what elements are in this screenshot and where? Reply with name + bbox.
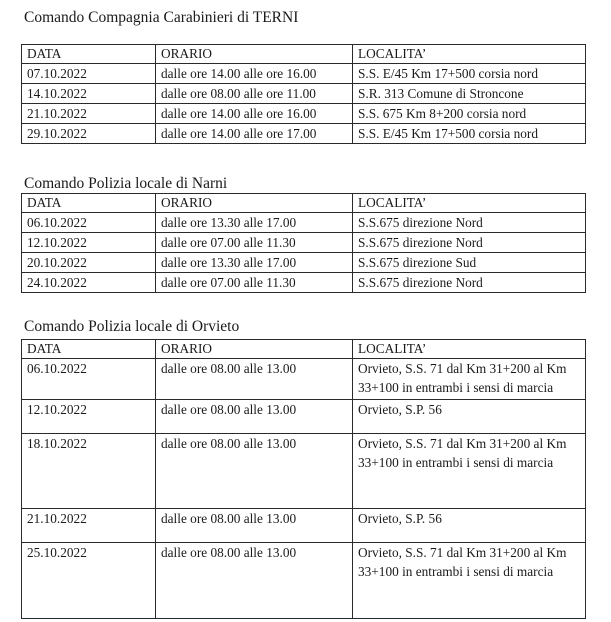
cell-orario: dalle ore 13.30 alle 17.00 bbox=[156, 253, 353, 273]
header-data: DATA bbox=[22, 45, 156, 64]
cell-orario: dalle ore 08.00 alle 13.00 bbox=[156, 400, 353, 434]
cell-data: 21.10.2022 bbox=[22, 509, 156, 543]
cell-localita: S.S.675 direzione Nord bbox=[353, 233, 586, 253]
cell-localita: Orvieto, S.S. 71 dal Km 31+200 al Km 33+100 in entrambi i sensi di marcia bbox=[353, 359, 586, 400]
cell-localita: S.S.675 direzione Nord bbox=[353, 213, 586, 233]
table-row bbox=[22, 84, 586, 104]
table-carabinieri-terni bbox=[21, 44, 586, 144]
header-orario: ORARIO bbox=[156, 45, 353, 64]
table-row bbox=[22, 104, 586, 124]
cell-orario: dalle ore 14.00 alle ore 16.00 bbox=[156, 64, 353, 84]
cell-data: 21.10.2022 bbox=[22, 104, 156, 124]
cell-data: 25.10.2022 bbox=[22, 543, 156, 619]
table-row bbox=[22, 64, 586, 84]
cell-orario: dalle ore 08.00 alle ore 11.00 bbox=[156, 84, 353, 104]
cell-data: 06.10.2022 bbox=[22, 213, 156, 233]
header-localita: LOCALITA’ bbox=[353, 45, 586, 64]
header-data: DATA bbox=[22, 194, 156, 213]
cell-localita: S.S.675 direzione Sud bbox=[353, 253, 586, 273]
cell-data: 24.10.2022 bbox=[22, 273, 156, 293]
cell-data: 18.10.2022 bbox=[22, 434, 156, 509]
cell-data: 12.10.2022 bbox=[22, 400, 156, 434]
cell-data: 12.10.2022 bbox=[22, 233, 156, 253]
section-title-carabinieri-terni: Comando Compagnia Carabinieri di TERNI bbox=[24, 9, 299, 26]
cell-localita: Orvieto, S.P. 56 bbox=[353, 509, 586, 543]
cell-localita: S.S. 675 Km 8+200 corsia nord bbox=[353, 104, 586, 124]
cell-orario: dalle ore 14.00 alle ore 17.00 bbox=[156, 124, 353, 144]
cell-orario: dalle ore 13.30 alle 17.00 bbox=[156, 213, 353, 233]
cell-orario: dalle ore 08.00 alle 13.00 bbox=[156, 543, 353, 619]
cell-orario: dalle ore 14.00 alle ore 16.00 bbox=[156, 104, 353, 124]
header-data: DATA bbox=[22, 340, 156, 359]
cell-localita: S.R. 313 Comune di Stroncone bbox=[353, 84, 586, 104]
table-polizia-narni bbox=[21, 193, 586, 293]
cell-localita: Orvieto, S.P. 56 bbox=[353, 400, 586, 434]
header-orario: ORARIO bbox=[156, 340, 353, 359]
cell-data: 07.10.2022 bbox=[22, 64, 156, 84]
cell-data: 14.10.2022 bbox=[22, 84, 156, 104]
cell-orario: dalle ore 07.00 alle 11.30 bbox=[156, 273, 353, 293]
table-row bbox=[22, 253, 586, 273]
cell-orario: dalle ore 08.00 alle 13.00 bbox=[156, 359, 353, 400]
table-row bbox=[22, 273, 586, 293]
table-polizia-orvieto bbox=[21, 339, 586, 619]
cell-orario: dalle ore 07.00 alle 11.30 bbox=[156, 233, 353, 253]
header-orario: ORARIO bbox=[156, 194, 353, 213]
table-header-row bbox=[22, 45, 586, 64]
cell-orario: dalle ore 08.00 alle 13.00 bbox=[156, 509, 353, 543]
cell-data: 20.10.2022 bbox=[22, 253, 156, 273]
table-row bbox=[22, 233, 586, 253]
cell-orario: dalle ore 08.00 alle 13.00 bbox=[156, 434, 353, 509]
table-row bbox=[22, 509, 586, 543]
cell-data: 29.10.2022 bbox=[22, 124, 156, 144]
header-localita: LOCALITA’ bbox=[353, 340, 586, 359]
section-title-polizia-narni: Comando Polizia locale di Narni bbox=[24, 175, 228, 192]
cell-data: 06.10.2022 bbox=[22, 359, 156, 400]
table-row bbox=[22, 213, 586, 233]
cell-localita: S.S. E/45 Km 17+500 corsia nord bbox=[353, 64, 586, 84]
table-row bbox=[22, 400, 586, 434]
table-row bbox=[22, 434, 586, 509]
cell-localita: Orvieto, S.S. 71 dal Km 31+200 al Km 33+100 in entrambi i sensi di marcia bbox=[353, 434, 586, 509]
cell-localita: S.S.675 direzione Nord bbox=[353, 273, 586, 293]
table-header-row bbox=[22, 340, 586, 359]
cell-localita: Orvieto, S.S. 71 dal Km 31+200 al Km 33+100 in entrambi i sensi di marcia bbox=[353, 543, 586, 619]
table-header-row bbox=[22, 194, 586, 213]
section-title-polizia-orvieto: Comando Polizia locale di Orvieto bbox=[24, 318, 240, 335]
cell-localita: S.S. E/45 Km 17+500 corsia nord bbox=[353, 124, 586, 144]
table-row bbox=[22, 124, 586, 144]
header-localita: LOCALITA’ bbox=[353, 194, 586, 213]
table-row bbox=[22, 359, 586, 400]
table-row bbox=[22, 543, 586, 619]
